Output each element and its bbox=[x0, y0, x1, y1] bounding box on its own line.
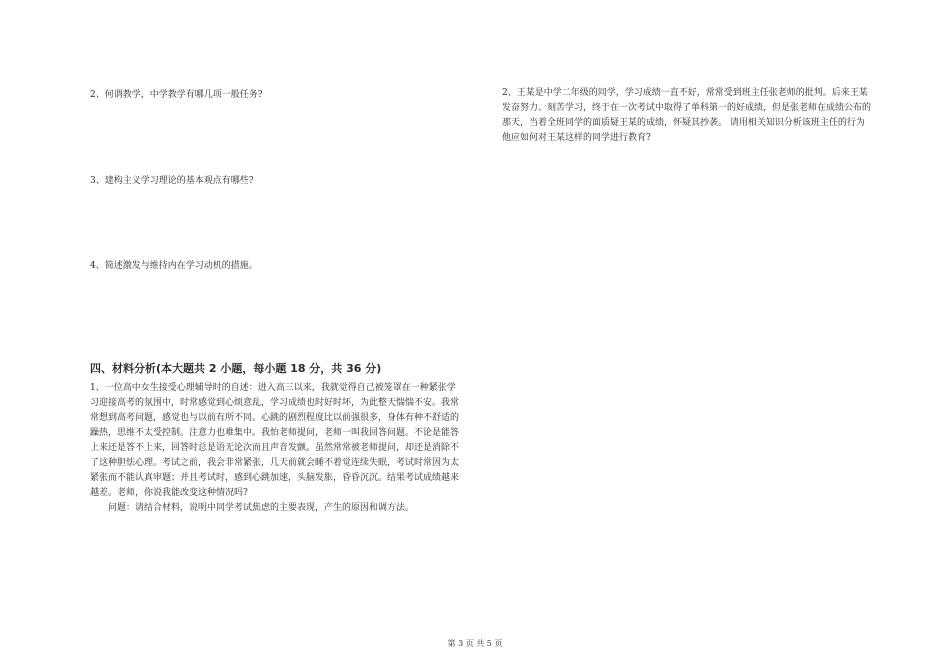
case-1-line: 越差。老师，你说我能改变这种情况吗? bbox=[90, 488, 248, 498]
case-2-line: 那天，当着全班同学的面质疑王某的成绩，怀疑其抄袭。 请用相关知识分析该班主任的行为 bbox=[502, 118, 865, 128]
page-number: 第 3 页 共 5 页 bbox=[447, 639, 503, 648]
case-1-line: 上来还是答不上来，回答时总是语无论次而且声音发颤。虽然常常被老师提问，却还是消除不 bbox=[90, 443, 460, 453]
case-1-line: 躁热，思维不太受控制。注意力也难集中。我怕老师提问，老师一叫我回答问题。不论是能答 bbox=[90, 428, 460, 438]
case-1-line: 1、一位高中女生接受心理辅导时的自述：进入高三以来，我就觉得自己被笼罩在一种紧张学 bbox=[90, 383, 456, 393]
case-1-line: 常想到高考问题，感觉也与以前有所不同。心跳的剧烈程度比以前强很多，身体有种不舒适的 bbox=[90, 413, 460, 423]
case-2-line: 发奋努力、刻苦学习，终于在一次考试中取得了单科第一的好成绩，但是张老师在成绩公布的 bbox=[502, 103, 872, 113]
case-1-question: 问题：请结合材料，说明中同学考试焦虑的主要表现，产生的原因和调方法。 bbox=[108, 503, 415, 513]
case-2-line: 2、王某是中学二年级的同学，学习成绩一直不好，常常受到班主任张老师的批判。后来王某 bbox=[502, 88, 868, 98]
case-1-line: 紧张而不能认真审题；并且考试时，感到心跳加速，头脑发胀，昏昏沉沉。结果考试成绩越来 bbox=[90, 473, 460, 483]
case-1-line: 习迎接高考的氛围中，时常感觉到心烦意乱，学习成绩也时好时坏，为此整天惴惴不安。我常 bbox=[90, 398, 460, 408]
question-2: 2、何谓教学，中学教学有哪几项一般任务? bbox=[90, 90, 263, 100]
case-2-passage bbox=[502, 86, 902, 146]
question-3: 3、建构主义学习理论的基本观点有哪些? bbox=[90, 176, 254, 186]
question-4: 4、简述激发与维持内在学习动机的措施。 bbox=[90, 261, 258, 271]
section-heading: 四、材料分析(本大题共 2 小题，每小题 18 分，共 36 分) bbox=[90, 362, 382, 375]
case-1-line: 了这种胆怯心理。考试之前，我会非常紧张，几天前就会睡不着觉连续失眠，考试时常因为太 bbox=[90, 458, 460, 468]
case-2-line: 他应如何对王某这样的同学进行教育? bbox=[502, 133, 651, 143]
case-1-passage bbox=[90, 381, 490, 516]
